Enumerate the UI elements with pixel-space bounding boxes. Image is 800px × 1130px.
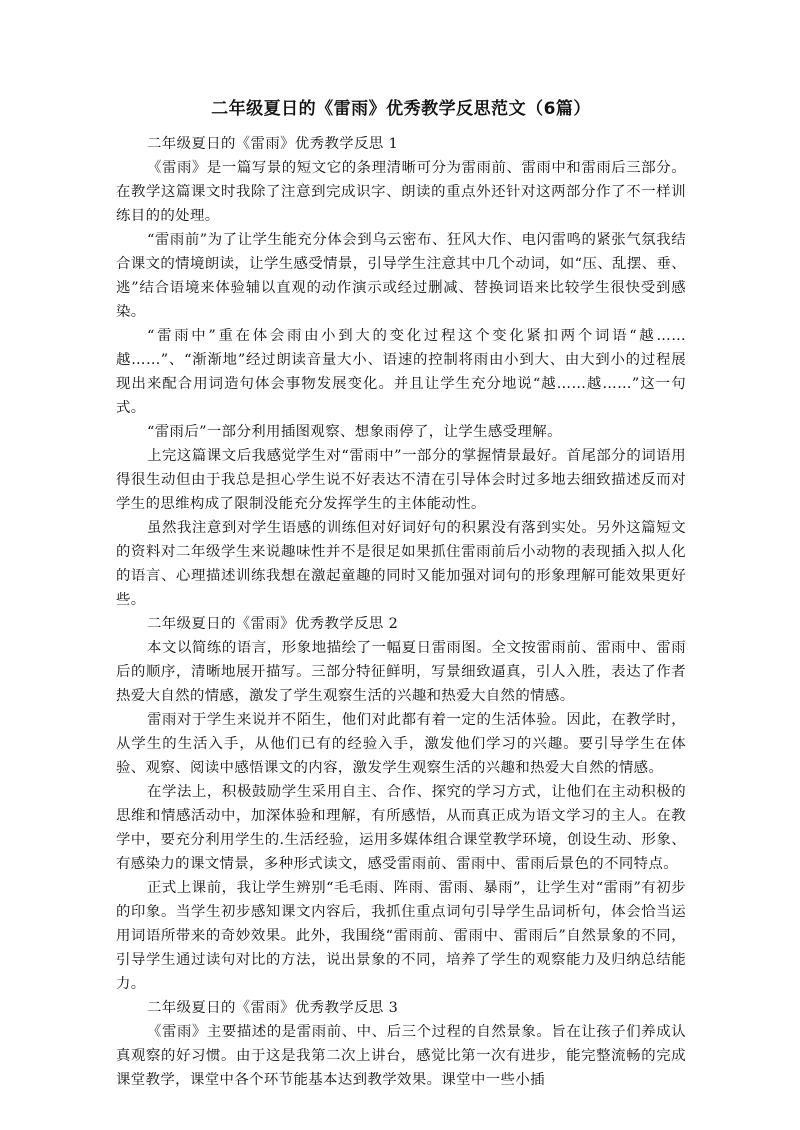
paragraph: 虽然我注意到对学生语感的训练但对好词好句的积累没有落到实处。另外这篇短文的资料对二年级学生来说趣味性并不是很足如果抓住雷雨前后小动物的表现插入拟人化的语言、心理描述训练我想在激起童趣的同时又能加强对词句的形象理解可能效果更好些。 — [116, 520, 686, 608]
document-page — [116, 96, 686, 1092]
paragraph: 在学法上，积极鼓励学生采用自主、合作、探究的学习方式，让他们在主动积极的思维和情感活动中，加深体验和理解，有所感悟，从而真正成为语文学习的主人。在教学中，要充分利用学生的.生活经验，运用多媒体组合课堂教学环境，创设生动、形象、有感染力的课文情景，多种形式读文，感受雷雨前、雷雨中、雷雨后景色的不同特点。 — [116, 784, 686, 872]
paragraph: “雷雨后”一部分利用插图观察、想象雨停了，让学生感受理解。 — [147, 424, 562, 440]
section-heading: 二年级夏日的《雷雨》优秀教学反思 1 — [147, 136, 399, 152]
section-3 — [116, 996, 686, 1092]
section-2 — [116, 612, 686, 996]
paragraph: “雷雨前”为了让学生能充分体会到乌云密布、狂风大作、电闪雷鸣的紧张气氛我结合课文的情境朗读，让学生感受情景，引导学生注意其中几个动词，如“压、乱摆、垂、逃”结合语境来体验辅以直观的动作演示或经过删减、替换词语来比较学生很快受到感染。 — [116, 232, 686, 320]
section-heading: 二年级夏日的《雷雨》优秀教学反思 3 — [147, 1000, 399, 1016]
paragraph: 雷雨对于学生来说并不陌生，他们对此都有着一定的生活体验。因此，在教学时，从学生的生活入手，从他们已有的经验入手，激发他们学习的兴趣。要引导学生在体验、观察、阅读中感悟课文的内容，激发学生观察生活的兴趣和热爱大自然的情感。 — [116, 712, 686, 776]
paragraph: 正式上课前，我让学生辨别“毛毛雨、阵雨、雷雨、暴雨”，让学生对“雷雨”有初步的印象。当学生初步感知课文内容后，我抓住重点词句引导学生品词析句，体会恰当运用词语所带来的奇妙效果。此外，我围绕“雷雨前、雷雨中、雷雨后”自然景象的不同，引导学生通过读句对比的方法，说出景象的不同，培养了学生的观察能力及归纳总结能力。 — [116, 880, 686, 992]
paragraph: “雷雨中”重在体会雨由小到大的变化过程这个变化紧扣两个词语“越……越……”、“渐渐地”经过朗读音量大小、语速的控制将雨由小到大、由大到小的过程展现出来配合用词造句体会事物发展变化。并且让学生充分地说“越……越……”这一句式。 — [116, 328, 686, 416]
section-1 — [116, 132, 686, 612]
section-heading: 二年级夏日的《雷雨》优秀教学反思 2 — [147, 616, 399, 632]
paragraph: 《雷雨》主要描述的是雷雨前、中、后三个过程的自然景象。旨在让孩子们养成认真观察的好习惯。由于这是我第二次上讲台，感觉比第一次有进步，能完整流畅的完成课堂教学，课堂中各个环节能基本达到教学效果。课堂中一些小插 — [116, 1024, 686, 1088]
document-title: 二年级夏日的《雷雨》优秀教学反思范文（6篇） — [211, 99, 591, 119]
paragraph: 本文以简练的语言，形象地描绘了一幅夏日雷雨图。全文按雷雨前、雷雨中、雷雨后的顺序，清晰地展开描写。三部分特征鲜明，写景细致逼真，引人入胜，表达了作者热爱大自然的情感，激发了学生观察生活的兴趣和热爱大自然的情感。 — [116, 640, 686, 704]
paragraph: 上完这篇课文后我感觉学生对“雷雨中”一部分的掌握情景最好。首尾部分的词语用得很生动但由于我总是担心学生说不好表达不清在引导体会时过多地去细致描述反而对学生的思维构成了限制没能充分发挥学生的主体能动性。 — [116, 448, 686, 512]
paragraph: 《雷雨》是一篇写景的短文它的条理清晰可分为雷雨前、雷雨中和雷雨后三部分。在教学这篇课文时我除了注意到完成识字、朗读的重点外还针对这两部分作了不一样训练目的的处理。 — [116, 160, 686, 224]
